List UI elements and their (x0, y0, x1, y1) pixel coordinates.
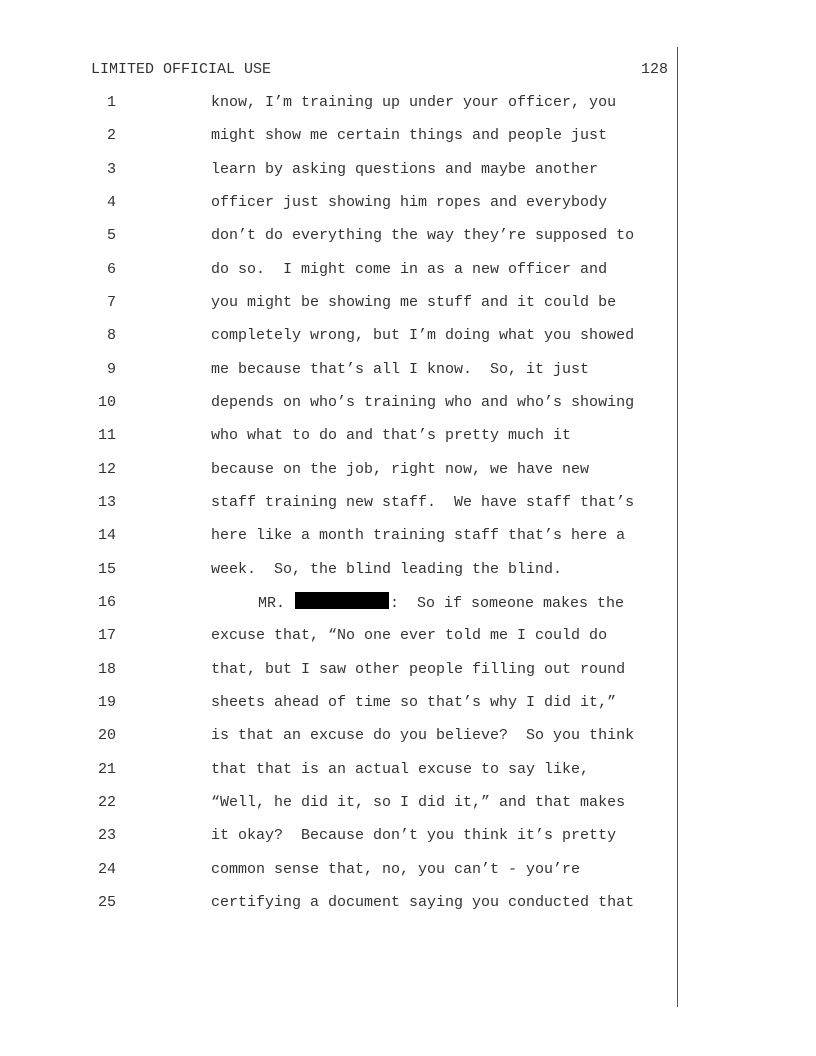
line-number: 19 (97, 693, 116, 711)
transcript-line (0, 459, 816, 492)
line-text: here like a month training staff that’s here a (211, 527, 626, 545)
line-number: 4 (106, 193, 116, 211)
line-number: 18 (97, 660, 116, 678)
transcript-line (0, 392, 816, 425)
line-number: 5 (106, 227, 116, 245)
transcript-line (0, 625, 816, 658)
line-text: might show me certain things and people just (211, 127, 608, 145)
transcript-line (0, 225, 816, 258)
transcript-line (0, 892, 816, 925)
classification-header: LIMITED OFFICIAL USE (91, 61, 272, 78)
line-number: 21 (97, 760, 116, 778)
line-number: 24 (97, 860, 116, 878)
transcript-line (0, 159, 816, 192)
transcript-line (0, 92, 816, 125)
transcript-line (0, 559, 816, 592)
line-number: 12 (97, 460, 116, 478)
line-text: week. So, the blind leading the blind. (211, 560, 563, 578)
transcript-line (0, 525, 816, 558)
transcript-line (0, 825, 816, 858)
line-number: 20 (97, 727, 116, 745)
line-text: is that an excuse do you believe? So you think (211, 727, 635, 745)
transcript-line (0, 592, 816, 625)
transcript-body (0, 92, 816, 925)
transcript-line (0, 792, 816, 825)
transcript-line (0, 492, 816, 525)
transcript-line (0, 759, 816, 792)
transcript-line (0, 859, 816, 892)
line-number: 14 (97, 527, 116, 545)
line-text: staff training new staff. We have staff that’s (211, 493, 635, 511)
line-number: 13 (97, 493, 116, 511)
transcript-line (0, 292, 816, 325)
line-number: 23 (97, 827, 116, 845)
line-text: that that is an actual excuse to say like, (211, 760, 590, 778)
line-text: learn by asking questions and maybe another (211, 160, 599, 178)
line-number: 22 (97, 793, 116, 811)
line-text: depends on who’s training who and who’s showing (211, 393, 635, 411)
line-text: don’t do everything the way they’re supposed to (211, 227, 635, 245)
transcript-line (0, 692, 816, 725)
redacted-name-block (295, 592, 389, 609)
transcript-line (0, 259, 816, 292)
line-text: common sense that, no, you can’t - you’re (211, 860, 581, 878)
line-text: sheets ahead of time so that’s why I did it,” (211, 693, 617, 711)
line-text: you might be showing me stuff and it could be (211, 293, 617, 311)
line-number: 1 (106, 94, 116, 111)
line-text: know, I’m training up under your officer, you (211, 94, 617, 111)
transcript-line (0, 659, 816, 692)
line-number: 3 (106, 160, 116, 178)
line-text: : So if someone makes the (390, 594, 625, 612)
line-number: 15 (97, 560, 116, 578)
line-number: 6 (106, 260, 116, 278)
line-text: excuse that, “No one ever told me I could do (211, 627, 608, 645)
line-text: officer just showing him ropes and everybody (211, 193, 608, 211)
transcript-line (0, 325, 816, 358)
line-number: 8 (106, 327, 116, 345)
line-number: 2 (106, 127, 116, 145)
line-number: 7 (106, 293, 116, 311)
transcript-line (0, 425, 816, 458)
page-number: 128 (640, 61, 668, 78)
line-text: completely wrong, but I’m doing what you showed (211, 327, 635, 345)
line-number: 9 (106, 360, 116, 378)
transcript-line (0, 192, 816, 225)
line-text: who what to do and that’s pretty much it (211, 427, 572, 445)
transcript-line (0, 725, 816, 758)
line-text: certifying a document saying you conducted that (211, 893, 635, 911)
line-text: because on the job, right now, we have new (211, 460, 590, 478)
line-text: me because that’s all I know. So, it just (211, 360, 590, 378)
line-number: 17 (97, 627, 116, 645)
transcript-line (0, 125, 816, 158)
line-number: 11 (97, 427, 116, 445)
line-number: 10 (97, 393, 116, 411)
line-number: 25 (97, 893, 116, 911)
line-text: that, but I saw other people filling out round (211, 660, 626, 678)
line-text: it okay? Because don’t you think it’s pretty (211, 827, 617, 845)
speaker-line (258, 592, 624, 615)
line-text: do so. I might come in as a new officer and (211, 260, 608, 278)
speaker-title: MR. (258, 594, 286, 612)
line-number: 16 (97, 593, 116, 611)
line-text: “Well, he did it, so I did it,” and that makes (211, 793, 626, 811)
transcript-line (0, 359, 816, 392)
